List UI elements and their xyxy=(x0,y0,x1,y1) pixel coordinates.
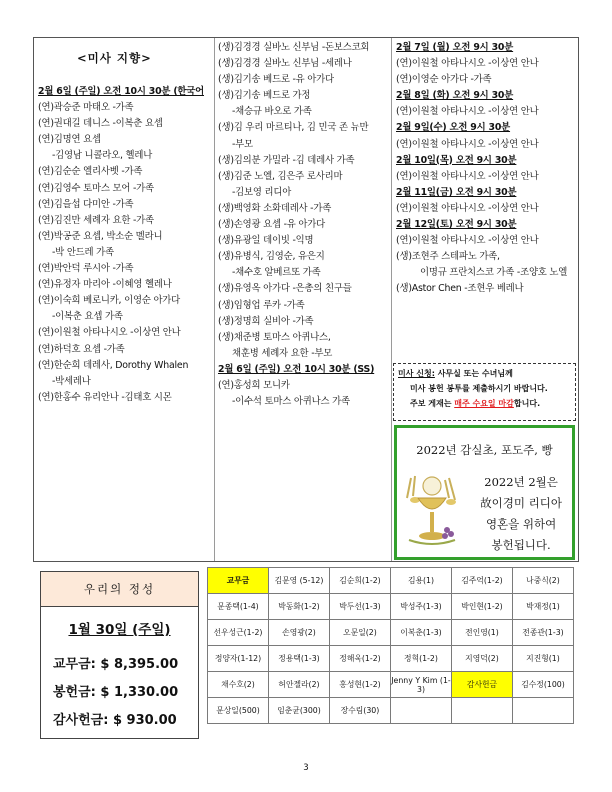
schedule-header: 2월 7일 (월) 오전 9시 30분 xyxy=(396,42,514,53)
offering-amount-dues: $ 8,395.00 xyxy=(100,657,179,672)
schedule-header: 2월 12일(토) 오전 9시 30분 xyxy=(396,219,517,231)
table-row xyxy=(208,698,574,724)
middle-column xyxy=(218,40,374,410)
intention-line: -박 안드레 가족 xyxy=(52,246,114,258)
table-cell: 임춘균(300) xyxy=(269,698,330,724)
intention-line: (연)이숙희 베로니카, 이영순 아가다 xyxy=(38,295,181,307)
intention-line: 채훈병 세례자 요한 -부모 xyxy=(232,347,333,359)
table-cell xyxy=(513,698,574,724)
intention-line: (연)유정자 마리아 -이혜영 헬레나 xyxy=(38,279,172,291)
intention-line: -채승규 바오로 가족 xyxy=(232,106,312,118)
intention-line: (연)김진만 세례자 요한 -가족 xyxy=(38,214,154,226)
offering-label-dues: 교무금: xyxy=(53,657,96,672)
offering-row-2 xyxy=(53,681,178,700)
table-cell: 선우성근(1-2) xyxy=(208,620,269,646)
intention-line: (생)Astor Chen -조현우 베레나 xyxy=(396,283,524,295)
sacramental-offering-box xyxy=(394,425,575,560)
table-row xyxy=(208,568,574,594)
table-cell: 박성주(1-3) xyxy=(391,594,452,620)
intention-line: (생)손영광 요셉 -유 아가다 xyxy=(218,219,326,231)
table-cell: 정용택(1-3) xyxy=(269,646,330,672)
table-cell xyxy=(452,698,513,724)
wreath-title: 2022년 감실초, 포도주, 빵 xyxy=(416,443,553,457)
intention-line: (연)이원철 아타나시오 -이상연 안나 xyxy=(396,106,539,118)
intention-line: (연)박안덕 루시아 -가족 xyxy=(38,263,134,275)
intention-line: (생)김준 노엘, 김은주 로사리마 xyxy=(218,170,343,182)
table-row xyxy=(208,646,574,672)
intention-line: (연)이영순 아가다 -가족 xyxy=(396,74,492,86)
intention-line: (연)이원철 아타나시오 -이상연 안나 xyxy=(396,170,539,182)
intention-line: (생)김경경 실바노 신부님 -돈보스코회 xyxy=(218,42,370,53)
intention-line: (생)김의분 가밀라 -김 데레사 가족 xyxy=(218,154,355,166)
table-cell: 손영광(2) xyxy=(269,620,330,646)
intention-line: (연)김영수 토마스 모어 -가족 xyxy=(38,182,154,194)
intention-line: 이명규 프란치스코 가족 -조양호 노엘 xyxy=(420,267,568,279)
intention-line: (연)김순순 엘리사벳 -가족 xyxy=(38,166,143,178)
schedule-header: 2월 6일 (주일) 오전 10시 30분 (SS) xyxy=(218,363,375,375)
intention-line: (생)김기송 베드로 가정 xyxy=(218,90,311,102)
intention-line: -이복춘 요셉 가족 xyxy=(52,311,123,323)
dedication-line2: 故이경미 리디아 xyxy=(480,496,562,510)
notice-label: 미사 신청: xyxy=(398,369,435,378)
intention-line: (연)하덕호 요셉 -가족 xyxy=(38,343,125,355)
intention-line: (연)한홍수 유리안나 -김태호 시몬 xyxy=(38,391,172,403)
table-cell: 전인영(1) xyxy=(452,620,513,646)
page-number: 3 xyxy=(303,763,309,773)
table-cell: 채수호(2) xyxy=(208,672,269,698)
intention-line: (생)정명희 실비아 -가족 xyxy=(218,315,314,327)
intention-line: (연)이원철 아타나시오 -이상연 안나 xyxy=(396,235,539,247)
column-divider-1 xyxy=(214,38,215,561)
intention-line: (생)김 우리 마르티나, 김 민국 존 뉴만 xyxy=(218,122,369,134)
notice-line2: 미사 봉헌 봉투를 제출하시기 바랍니다. xyxy=(410,384,548,393)
table-cell: 전종관(1-3) xyxy=(513,620,574,646)
right-column xyxy=(396,40,567,298)
intention-line: -박세레나 xyxy=(52,375,91,387)
intention-line: (연)이원철 아타나시오 -이상연 안나 xyxy=(38,327,181,339)
intention-line: (연)박공준 요셉, 박소순 멜라니 xyxy=(38,230,163,242)
table-cell: 김주억(1-2) xyxy=(452,568,513,594)
intention-line: (생)유영옥 아가다 -은총의 친구들 xyxy=(218,283,352,295)
intention-line: (생)유광일 데이빗 -익명 xyxy=(218,235,314,247)
schedule-header: 2월 11일(금) 오전 9시 30분 xyxy=(396,186,517,198)
table-cell: 박재정(1) xyxy=(513,594,574,620)
table-cell: 김용(1) xyxy=(391,568,452,594)
intention-line: (연)곽승준 마태오 -가족 xyxy=(38,102,134,114)
intention-line: -김영남 니콜라오, 헬레나 xyxy=(52,150,153,162)
table-cell: 장수림(30) xyxy=(330,698,391,724)
table-cell: 홍성현(1-2) xyxy=(330,672,391,698)
intention-line: (연)김명연 요셉 xyxy=(38,134,101,146)
notice-line3-pre: 주보 게재는 xyxy=(410,399,455,408)
mass-intentions-title: <미사 지향> xyxy=(77,51,152,65)
offering-label-collection: 봉헌금: xyxy=(53,685,96,700)
schedule-header: 2월 10일(목) 오전 9시 30분 xyxy=(396,154,517,166)
offering-row-3 xyxy=(53,709,177,728)
intention-line: -이수석 토마스 아퀴나스 가족 xyxy=(232,396,350,408)
table-cell: 박인현(1-2) xyxy=(452,594,513,620)
dedication-line3: 영혼을 위하여 xyxy=(485,517,557,531)
dedication-line1: 2022년 2월은 xyxy=(484,475,558,489)
table-cell: 이복춘(1-3) xyxy=(391,620,452,646)
table-cell: 오문일(2) xyxy=(330,620,391,646)
offering-row-1 xyxy=(53,653,178,672)
intention-line: (연)이원철 아타나시오 -이상연 안나 xyxy=(396,58,539,70)
table-cell: 문종택(1-4) xyxy=(208,594,269,620)
intention-line: (연)이원철 아타나시오 -이상연 안나 xyxy=(396,202,539,214)
intention-line: (생)조현주 스테파노 가족, xyxy=(396,251,500,263)
intention-line: (연)한순희 데레사, Dorothy Whalen xyxy=(38,359,189,371)
schedule-header: 2월 9일(수) 오전 9시 30분 xyxy=(396,122,511,134)
mass-request-notice xyxy=(393,363,576,421)
table-cell: 김수정(100) xyxy=(513,672,574,698)
intention-line: -부모 xyxy=(232,138,253,150)
table-cell: 감사헌금 xyxy=(452,672,513,698)
intention-line: -채수호 알베르또 가족 xyxy=(232,267,321,279)
table-cell: 교무금 xyxy=(208,568,269,594)
offering-summary xyxy=(40,571,199,739)
table-row xyxy=(208,620,574,646)
offering-label-thanksgiving: 감사헌금: xyxy=(53,713,109,728)
schedule-header: 2월 6일 (주일) 오전 10시 30분 (한국어 xyxy=(38,86,204,97)
intention-line: (연)홍성희 모니카 xyxy=(218,379,290,391)
notice-deadline: 매주 수요일 마감 xyxy=(454,399,514,408)
table-cell: 김문영 (5-12) xyxy=(269,568,330,594)
intention-line: (생)김경경 실바노 신부님 -세레나 xyxy=(218,58,352,70)
intention-line: (생)유병식, 김영순, 유은지 xyxy=(218,251,325,263)
notice-line1: 사무실 또는 수녀님께 xyxy=(437,369,513,378)
offering-amount-collection: $ 1,330.00 xyxy=(100,685,179,700)
table-cell: 허안젤라(2) xyxy=(269,672,330,698)
intention-line: (생)백영화 소화데레사 -가족 xyxy=(218,202,332,214)
table-cell: 나중식(2) xyxy=(513,568,574,594)
table-cell xyxy=(391,698,452,724)
intention-line: (연)권대길 데니스 -이복춘 요셉 xyxy=(38,118,163,130)
intention-line: (생)임형업 루카 -가족 xyxy=(218,299,305,311)
table-row xyxy=(208,594,574,620)
table-cell: 지영덕(2) xyxy=(452,646,513,672)
offering-amount-thanksgiving: $ 930.00 xyxy=(112,713,177,728)
intention-line: -김보영 리디아 xyxy=(232,186,292,198)
intention-line: (생)채준병 토마스 아퀴나스, xyxy=(218,331,331,343)
table-cell: 지진형(1) xyxy=(513,646,574,672)
table-cell: 정혁(1-2) xyxy=(391,646,452,672)
intention-line: (연)김을섭 다미안 -가족 xyxy=(38,198,134,210)
table-cell: 문상일(500) xyxy=(208,698,269,724)
intention-line: (생)김기송 베드로 -유 아가다 xyxy=(218,74,334,86)
table-row xyxy=(208,672,574,698)
table-cell: 정해욱(1-2) xyxy=(330,646,391,672)
schedule-header: 2월 8일 (화) 오전 9시 30분 xyxy=(396,90,514,102)
contributors-table xyxy=(207,567,574,724)
offering-header: 우리의 정성 xyxy=(41,572,198,607)
column-divider-2 xyxy=(391,38,392,561)
offering-date: 1월 30일 (주일) xyxy=(68,622,171,638)
chalice-icon xyxy=(405,470,459,550)
table-cell: 박두선(1-3) xyxy=(330,594,391,620)
table-cell: 정양자(1-12) xyxy=(208,646,269,672)
dedication-line4: 봉헌됩니다. xyxy=(491,538,551,552)
table-cell: Jenny Y Kim (1-3) xyxy=(391,672,452,698)
table-cell: 김순희(1-2) xyxy=(330,568,391,594)
left-column xyxy=(38,84,204,406)
notice-line3-post: 합니다. xyxy=(513,399,541,408)
intention-line: (연)이원철 아타나시오 -이상연 안나 xyxy=(396,138,539,150)
wreath-dedication xyxy=(480,472,562,556)
table-cell: 박동화(1-2) xyxy=(269,594,330,620)
